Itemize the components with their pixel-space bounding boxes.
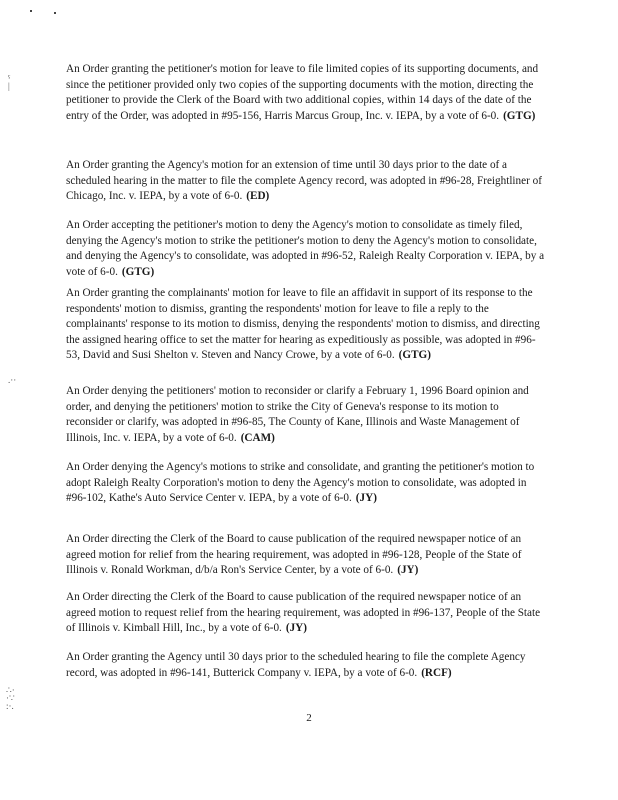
initials: (ED) xyxy=(246,190,270,203)
scan-speck xyxy=(30,10,32,12)
order-text: An Order accepting the petitioner's motion to deny the Agency's motion to consolidate as timely filed, denying the Agency's motion to strike the petitioner's motion to deny the Agency's motion to consolidate, and denying the Agency's to consolidate, was adopted in #96-52, Raleigh Realty Corporation v. IEPA, by a vote of 6-0. xyxy=(66,219,545,278)
order-text: An Order granting the Agency's motion for an extension of time until 30 days prior to the date of a scheduled hearing in the matter to file the complete Agency record, was adopted in #96-28, Freightliner of Chicago, Inc. v. IEPA, by a vote of 6-0. xyxy=(66,159,542,203)
order-text: An Order denying the petitioners' motion to reconsider or clarify a February 1, 1996 Board opinion and order, and denying the petitioners' motion to strike the City of Geneva's response to its motion to reconsider or clarify, was adopted in #96-85, The County of Kane, Illinois and Waste Management of Illinois, Inc. v. IEPA, by a vote of 6-0. xyxy=(66,385,529,444)
order-paragraph xyxy=(66,158,546,205)
initials: (CAM) xyxy=(240,431,275,444)
initials: (JY) xyxy=(397,564,419,577)
order-text: An Order granting the complainants' motion for leave to file an affidavit in support of its response to the respondents' motion to dismiss, granting the respondents' motion for leave to file a reply to the complainants' response to its motion to dismiss, denying the respondents' motion to dismiss, and directing the assigned hearing office to set the matter for hearing as expeditiously as possible, was adopted in #96-53, David and Susi Shelton v. Steven and Nancy Crowe, by a vote of 6-0. xyxy=(66,287,540,362)
order-paragraph xyxy=(66,650,546,681)
scan-mark: .·· xyxy=(8,375,17,385)
order-text: An Order granting the Agency until 30 days prior to the scheduled hearing to file the complete Agency record, was adopted in #96-141, Butterick Company v. IEPA, by a vote of 6-0. xyxy=(66,651,526,679)
order-text: An Order directing the Clerk of the Board to cause publication of the required newspaper notice of an agreed motion to request relief from the hearing requirement, was adopted in #96-137, People of the State of Illinois v. Kimball Hill, Inc., by a vote of 6-0. xyxy=(66,591,541,635)
initials: (JY) xyxy=(355,492,377,505)
order-paragraph xyxy=(66,384,546,446)
order-paragraph xyxy=(66,590,546,637)
initials: (GTG) xyxy=(503,109,536,122)
initials: (GTG) xyxy=(398,349,431,362)
initials: (JY) xyxy=(285,622,307,635)
initials: (RCF) xyxy=(421,666,452,679)
scan-mark: ∴· ·∵ :·. xyxy=(6,685,15,711)
scan-speck xyxy=(54,12,56,14)
order-paragraph xyxy=(66,286,546,364)
order-text: An Order granting the petitioner's motion for leave to file limited copies of its supporting documents, and since the petitioner provided only two copies of the supporting documents with the motion, directing the petitioner to provide the Clerk of the Board with two additional copies, within 14 days of the date of the entry of the Order, was adopted in #95-156, Harris Marcus Group, Inc. v. IEPA, by a vote of 6-0. xyxy=(66,63,539,122)
order-paragraph xyxy=(66,218,546,280)
initials: (GTG) xyxy=(121,265,155,278)
order-paragraph xyxy=(66,460,546,507)
page-number: 2 xyxy=(306,712,312,724)
order-paragraph xyxy=(66,532,546,579)
scan-mark: ˤ | xyxy=(8,73,11,91)
order-text: An Order directing the Clerk of the Board to cause publication of the required newspaper notice of an agreed motion for relief from the hearing requirement, was adopted in #96-128, People of the State of Illinois v. Ronald Workman, d/b/a Ron's Service Center, by a vote of 6-0. xyxy=(66,533,522,577)
order-text: An Order denying the Agency's motions to strike and consolidate, and granting the petitioner's motion to adopt Raleigh Realty Corporation's motion to deny the Agency's motion to consolidate, was adopted in #96-102, Kathe's Auto Service Center v. IEPA, by a vote of 6-0. xyxy=(66,461,535,505)
order-paragraph xyxy=(66,62,546,124)
